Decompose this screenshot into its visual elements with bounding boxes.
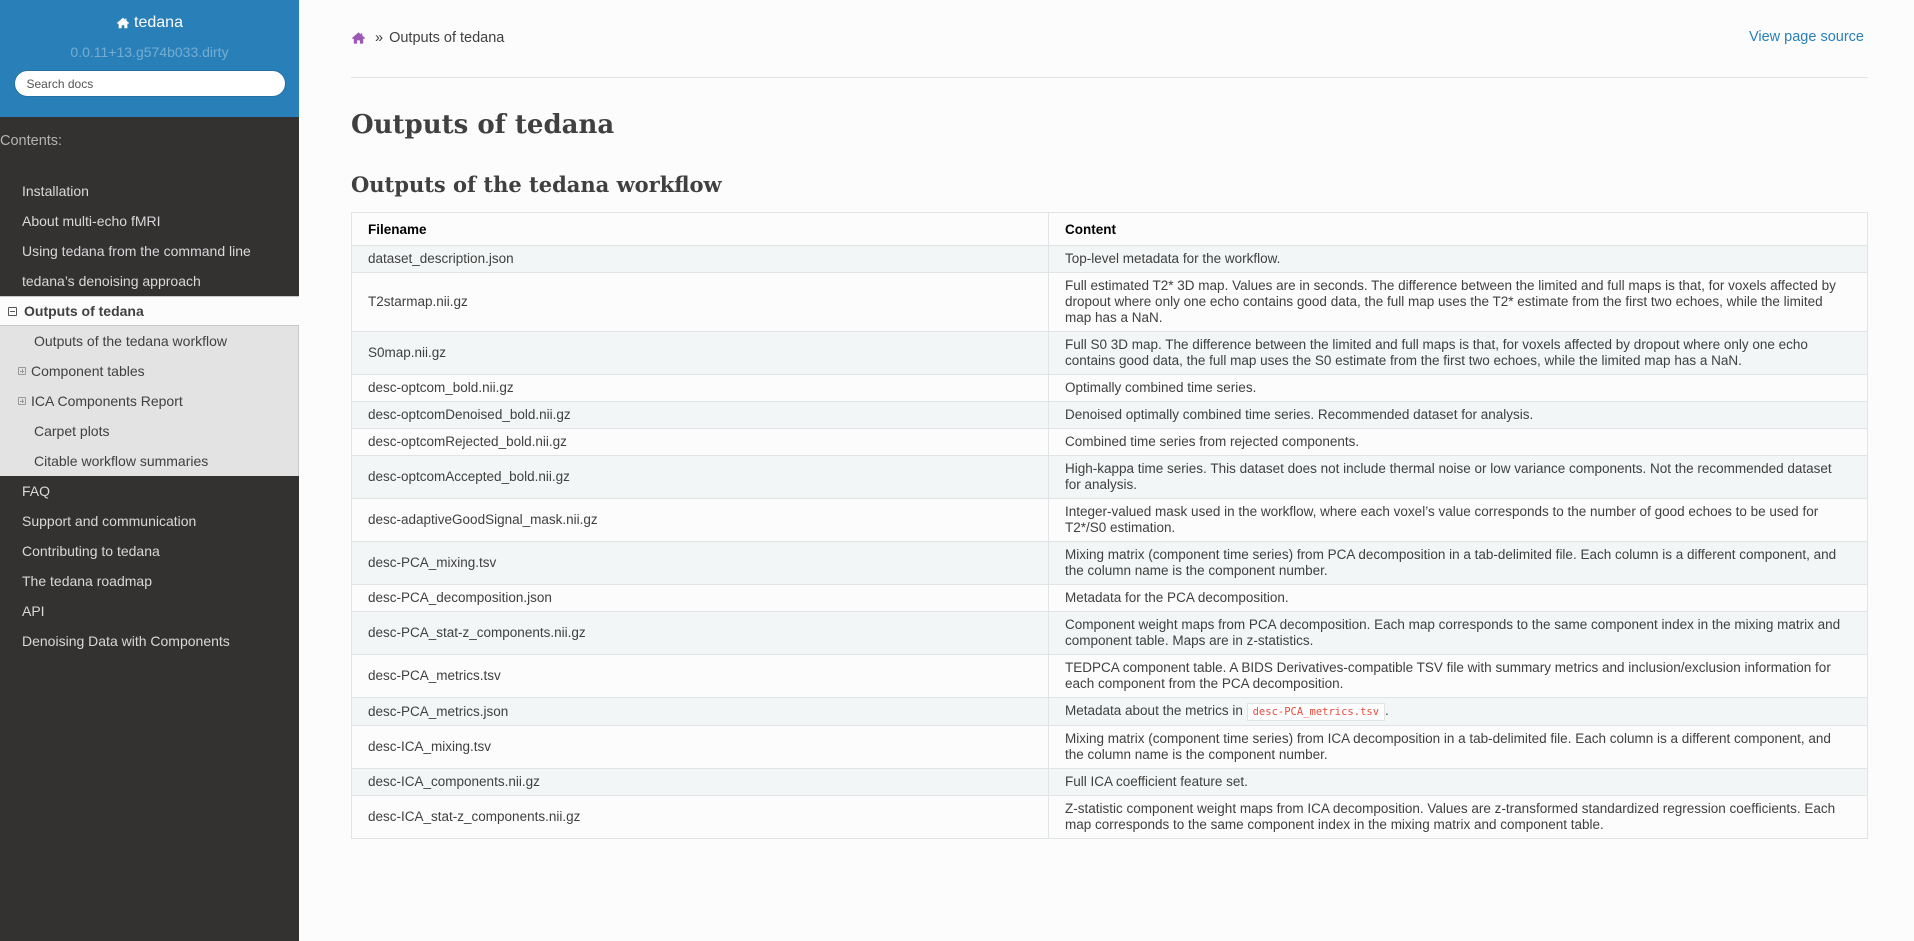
- table-row: [352, 246, 1868, 273]
- content-text: .: [1385, 703, 1389, 718]
- table-row: [352, 585, 1868, 612]
- filename-cell: T2starmap.nii.gz: [352, 273, 1049, 332]
- sidebar-subitem-citable-summaries[interactable]: [0, 446, 298, 476]
- content-cell: Optimally combined time series.: [1049, 375, 1868, 402]
- content-text: Metadata about the metrics in: [1065, 703, 1247, 718]
- breadcrumb: [351, 0, 1868, 78]
- filename-cell: desc-optcomDenoised_bold.nii.gz: [352, 402, 1049, 429]
- content-cell: Combined time series from rejected components.: [1049, 429, 1868, 456]
- filename-cell: desc-ICA_mixing.tsv: [352, 726, 1049, 769]
- content-cell: TEDPCA component table. A BIDS Derivatives-compatible TSV file with summary metrics and inclusion/exclusion information for each component from the PCA decomposition.: [1049, 655, 1868, 698]
- collapse-icon[interactable]: [8, 307, 17, 316]
- home-icon: [116, 16, 130, 30]
- table-row: [352, 698, 1868, 726]
- sidebar-item-installation[interactable]: Installation: [22, 183, 89, 199]
- page-title: Outputs of tedana: [351, 110, 615, 140]
- table-row: [352, 542, 1868, 585]
- table-row: [352, 402, 1868, 429]
- content-cell: Mixing matrix (component time series) from ICA decomposition in a tab-delimited file. Each column is a different component, and the column name is the component number.: [1049, 726, 1868, 769]
- sidebar-subitem-ica-report[interactable]: [0, 386, 298, 416]
- table-row: [352, 456, 1868, 499]
- table-row: [352, 273, 1868, 332]
- sidebar-item-denoising-data[interactable]: Denoising Data with Components: [22, 633, 230, 649]
- sidebar-header: [0, 0, 299, 117]
- sidebar-item-api[interactable]: API: [22, 603, 45, 619]
- filename-cell: desc-PCA_stat-z_components.nii.gz: [352, 612, 1049, 655]
- nav-menu: [0, 176, 299, 656]
- filename-cell: dataset_description.json: [352, 246, 1049, 273]
- sidebar-item-contributing[interactable]: Contributing to tedana: [22, 543, 160, 559]
- content-cell: Denoised optimally combined time series. Recommended dataset for analysis.: [1049, 402, 1868, 429]
- inline-code: desc-PCA_metrics.tsv: [1247, 703, 1385, 721]
- project-name: tedana: [134, 14, 183, 31]
- content-cell: [1049, 698, 1868, 726]
- filename-cell: desc-PCA_mixing.tsv: [352, 542, 1049, 585]
- sidebar-item-about-multi-echo[interactable]: About multi-echo fMRI: [22, 213, 161, 229]
- content-cell: Mixing matrix (component time series) from PCA decomposition in a tab-delimited file. Each column is a different component, and the column name is the component number.: [1049, 542, 1868, 585]
- table-row: [352, 769, 1868, 796]
- sidebar-item-outputs-current[interactable]: [0, 296, 299, 326]
- content-cell: Full ICA coefficient feature set.: [1049, 769, 1868, 796]
- table-row: [352, 655, 1868, 698]
- content-cell: Integer-valued mask used in the workflow, where each voxel’s value corresponds to the number of good echoes to be used for T2*/S0 estimation.: [1049, 499, 1868, 542]
- sidebar-item-faq[interactable]: FAQ: [22, 483, 51, 499]
- sidebar-item-approach[interactable]: tedana’s denoising approach: [22, 273, 201, 289]
- content-cell: Component weight maps from PCA decomposition. Each map corresponds to the same component index in the mixing matrix and component table. Maps are in z-statistics.: [1049, 612, 1868, 655]
- sidebar-item-usage[interactable]: Using tedana from the command line: [22, 243, 251, 259]
- filename-cell: desc-optcomRejected_bold.nii.gz: [352, 429, 1049, 456]
- sidebar-subitem-label: Component tables: [31, 363, 145, 379]
- breadcrumb-separator: »: [375, 30, 384, 46]
- filename-cell: desc-ICA_stat-z_components.nii.gz: [352, 796, 1049, 839]
- sidebar: [0, 0, 299, 941]
- sidebar-item-support[interactable]: Support and communication: [22, 513, 197, 529]
- home-icon[interactable]: [351, 31, 366, 45]
- expand-icon[interactable]: [18, 397, 26, 405]
- table-row: [352, 429, 1868, 456]
- content-cell: Metadata for the PCA decomposition.: [1049, 585, 1868, 612]
- sidebar-subitems: [0, 326, 299, 476]
- section-title: Outputs of the tedana workflow: [351, 172, 722, 197]
- breadcrumb-current: Outputs of tedana: [389, 30, 505, 46]
- content-cell: Full estimated T2* 3D map. Values are in seconds. The difference between the limited and full maps is that, for voxels affected by dropout where only one echo contains good data, the full map uses the T2* estimate from the first two echoes, while the limited map has a NaN.: [1049, 273, 1868, 332]
- sidebar-item-label: Outputs of tedana: [24, 303, 144, 319]
- filename-cell: desc-PCA_metrics.tsv: [352, 655, 1049, 698]
- filename-cell: desc-PCA_metrics.json: [352, 698, 1049, 726]
- table-row: [352, 612, 1868, 655]
- table-row: [352, 796, 1868, 839]
- content-cell: Z-statistic component weight maps from ICA decomposition. Values are z-transformed standardized regression coefficients. Each map corresponds to the same component index in the mixing matrix and component table.: [1049, 796, 1868, 839]
- project-home-link[interactable]: [116, 14, 183, 32]
- column-header-content: Content: [1049, 213, 1868, 246]
- content-cell: High-kappa time series. This dataset does not include thermal noise or low variance components. Not the recommended dataset for analysis.: [1049, 456, 1868, 499]
- main-content: [351, 0, 1868, 839]
- content-cell: Top-level metadata for the workflow.: [1049, 246, 1868, 273]
- contents-caption: Contents:: [0, 133, 63, 149]
- column-header-filename: Filename: [352, 213, 1049, 246]
- view-page-source-link[interactable]: View page source: [1748, 29, 1864, 45]
- table-row: [352, 375, 1868, 402]
- version-label: 0.0.11+13.g574b033.dirty: [70, 44, 229, 60]
- sidebar-subitem-carpet-plots[interactable]: [0, 416, 298, 446]
- filename-cell: desc-optcomAccepted_bold.nii.gz: [352, 456, 1049, 499]
- sidebar-subitem-label: Carpet plots: [34, 423, 110, 439]
- filename-cell: S0map.nii.gz: [352, 332, 1049, 375]
- sidebar-subitem-component-tables[interactable]: [0, 356, 298, 386]
- sidebar-subitem-label: Citable workflow summaries: [34, 453, 209, 469]
- sidebar-item-roadmap[interactable]: The tedana roadmap: [22, 573, 152, 589]
- filename-cell: desc-PCA_decomposition.json: [352, 585, 1049, 612]
- table-row: [352, 332, 1868, 375]
- table-row: [352, 726, 1868, 769]
- outputs-table: [351, 212, 1868, 839]
- filename-cell: desc-optcom_bold.nii.gz: [352, 375, 1049, 402]
- filename-cell: desc-adaptiveGoodSignal_mask.nii.gz: [352, 499, 1049, 542]
- search-input[interactable]: [14, 70, 286, 97]
- sidebar-subitem-workflow-outputs[interactable]: [0, 326, 298, 356]
- sidebar-subitem-label: Outputs of the tedana workflow: [34, 333, 227, 349]
- filename-cell: desc-ICA_components.nii.gz: [352, 769, 1049, 796]
- content-cell: Full S0 3D map. The difference between the limited and full maps is that, for voxels affected by dropout where only one echo contains good data, the full map uses the S0 estimate from the first two echoes, while the limited map has a NaN.: [1049, 332, 1868, 375]
- expand-icon[interactable]: [18, 367, 26, 375]
- sidebar-subitem-label: ICA Components Report: [31, 393, 183, 409]
- table-row: [352, 499, 1868, 542]
